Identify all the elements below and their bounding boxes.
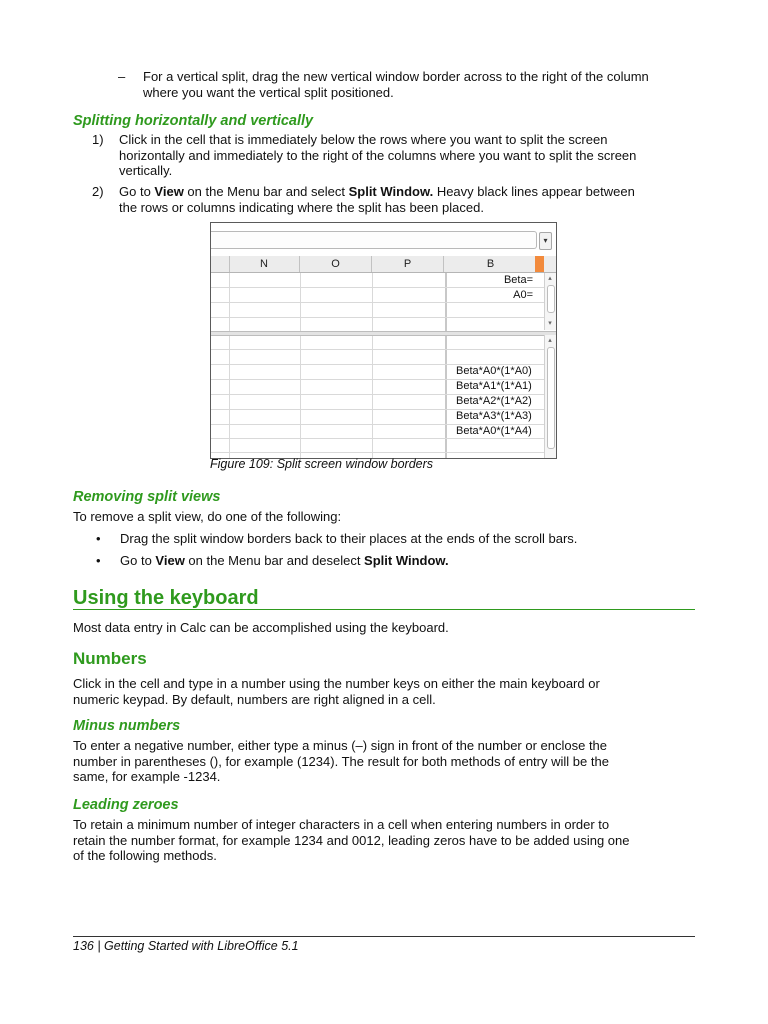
cell-formula[interactable]: Beta*A0*(1*A4)	[456, 425, 532, 437]
leading-line-3: of the following methods.	[73, 848, 217, 863]
figure-caption: Figure 109: Split screen window borders	[210, 457, 434, 471]
leading-line-1: To retain a minimum number of integer characters in a cell when entering numbers in order to	[73, 817, 610, 832]
leading-paragraph	[73, 817, 703, 864]
scrollbar-thumb[interactable]	[547, 347, 555, 449]
scroll-up-arrow-icon[interactable]: ▴	[548, 275, 552, 282]
step-1-line-2: horizontally and immediately to the right of the columns where you want to split the screen	[119, 147, 637, 163]
removing-intro: To remove a split view, do one of the following:	[73, 509, 342, 524]
numbers-line-2: numeric keypad. By default, numbers are right aligned in a cell.	[73, 691, 436, 707]
column-header-o[interactable]: O	[300, 256, 372, 272]
cell-formula[interactable]: Beta*A1*(1*A1)	[456, 380, 532, 392]
formula-input[interactable]	[211, 231, 537, 249]
bullet-marker: •	[96, 531, 101, 546]
gridline	[211, 317, 544, 318]
step-2-line-2: the rows or columns indicating where the split has been placed.	[119, 199, 484, 215]
numbers-line-1: Click in the cell and type in a number using the number keys on either the main keyboard or	[73, 676, 600, 691]
footer-text: 136 | Getting Started with LibreOffice 5.1	[73, 939, 299, 953]
gridline	[300, 273, 301, 458]
removing-bullet-1	[96, 531, 696, 547]
chevron-down-icon[interactable]: ▾	[539, 232, 552, 250]
cell-a0[interactable]: A0=	[513, 289, 533, 301]
removing-bullet-1-text: Drag the split window borders back to their places at the ends of the scroll bars.	[120, 531, 578, 546]
step-1-line-3: vertically.	[119, 163, 173, 178]
intro-dash-bullet	[118, 69, 718, 100]
bullet-marker: •	[96, 553, 101, 568]
gridline	[211, 349, 544, 350]
removing-heading: Removing split views	[73, 489, 221, 505]
split-screen-figure	[210, 222, 557, 459]
removing-bullet-2-text	[96, 553, 696, 569]
step-1-number: 1)	[92, 132, 104, 147]
step-1	[92, 132, 702, 179]
intro-line-2: where you want the vertical split positioned.	[143, 84, 394, 100]
step-2-mid: on the Menu bar and select	[183, 184, 349, 199]
bullet-2-view: View	[155, 553, 185, 568]
step-2-line-1	[119, 184, 702, 200]
gridline	[211, 302, 544, 303]
gridline	[372, 273, 373, 458]
step-1-line-1: Click in the cell that is immediately below the rows where you want to split the screen	[119, 132, 608, 147]
heading-rule	[73, 609, 695, 610]
keyboard-heading: Using the keyboard	[73, 587, 259, 609]
step-2-pre: Go to	[119, 184, 155, 199]
minus-line-2: number in parentheses (), for example (1234). The result for both methods of entry will be the	[73, 753, 609, 769]
minus-line-1: To enter a negative number, either type a minus (–) sign in front of the number or enclose the	[73, 738, 608, 753]
scrollbar-thumb[interactable]	[547, 285, 555, 313]
cell-formula[interactable]: Beta*A2*(1*A2)	[456, 395, 532, 407]
scroll-up-arrow-icon[interactable]: ▴	[548, 337, 552, 344]
scroll-down-arrow-icon[interactable]: ▾	[548, 320, 552, 327]
gridline	[211, 438, 544, 439]
gridline	[211, 452, 544, 453]
removing-bullet-2	[96, 553, 696, 569]
step-2	[92, 184, 702, 215]
bullet-2-pre: Go to	[120, 553, 156, 568]
split-handle[interactable]	[535, 256, 544, 272]
step-2-post: Heavy black lines appear between	[433, 184, 635, 199]
cell-formula[interactable]: Beta*A0*(1*A0)	[456, 365, 532, 377]
step-2-view: View	[154, 184, 184, 199]
bullet-2-split-window: Split Window.	[364, 553, 449, 568]
dash-marker: –	[118, 69, 126, 84]
footer-rule	[73, 936, 695, 937]
horizontal-split-border[interactable]	[211, 331, 556, 336]
numbers-paragraph	[73, 676, 703, 707]
column-header-p[interactable]: P	[372, 256, 444, 272]
leading-heading: Leading zeroes	[73, 797, 179, 813]
numbers-heading: Numbers	[73, 649, 147, 668]
minus-paragraph	[73, 738, 703, 785]
column-header-n[interactable]: N	[229, 256, 300, 272]
corner-header	[211, 256, 230, 272]
splitting-heading: Splitting horizontally and vertically	[73, 113, 314, 129]
leading-line-2: retain the number format, for example 1234 and 0012, leading zeros have to be added using one	[73, 832, 630, 848]
minus-line-3: same, for example -1234.	[73, 769, 221, 784]
bullet-2-mid: on the Menu bar and deselect	[184, 553, 365, 568]
step-2-split-window: Split Window.	[348, 184, 434, 199]
gridline	[229, 273, 230, 458]
cell-formula[interactable]: Beta*A3*(1*A3)	[456, 410, 532, 422]
cell-beta[interactable]: Beta=	[503, 274, 533, 286]
intro-line-1: For a vertical split, drag the new vertical window border across to the right of the column	[143, 69, 649, 84]
column-header-row	[211, 256, 556, 273]
column-header-b[interactable]: B	[486, 258, 495, 270]
step-2-number: 2)	[92, 184, 104, 199]
keyboard-intro: Most data entry in Calc can be accomplished using the keyboard.	[73, 620, 449, 635]
minus-heading: Minus numbers	[73, 718, 181, 734]
